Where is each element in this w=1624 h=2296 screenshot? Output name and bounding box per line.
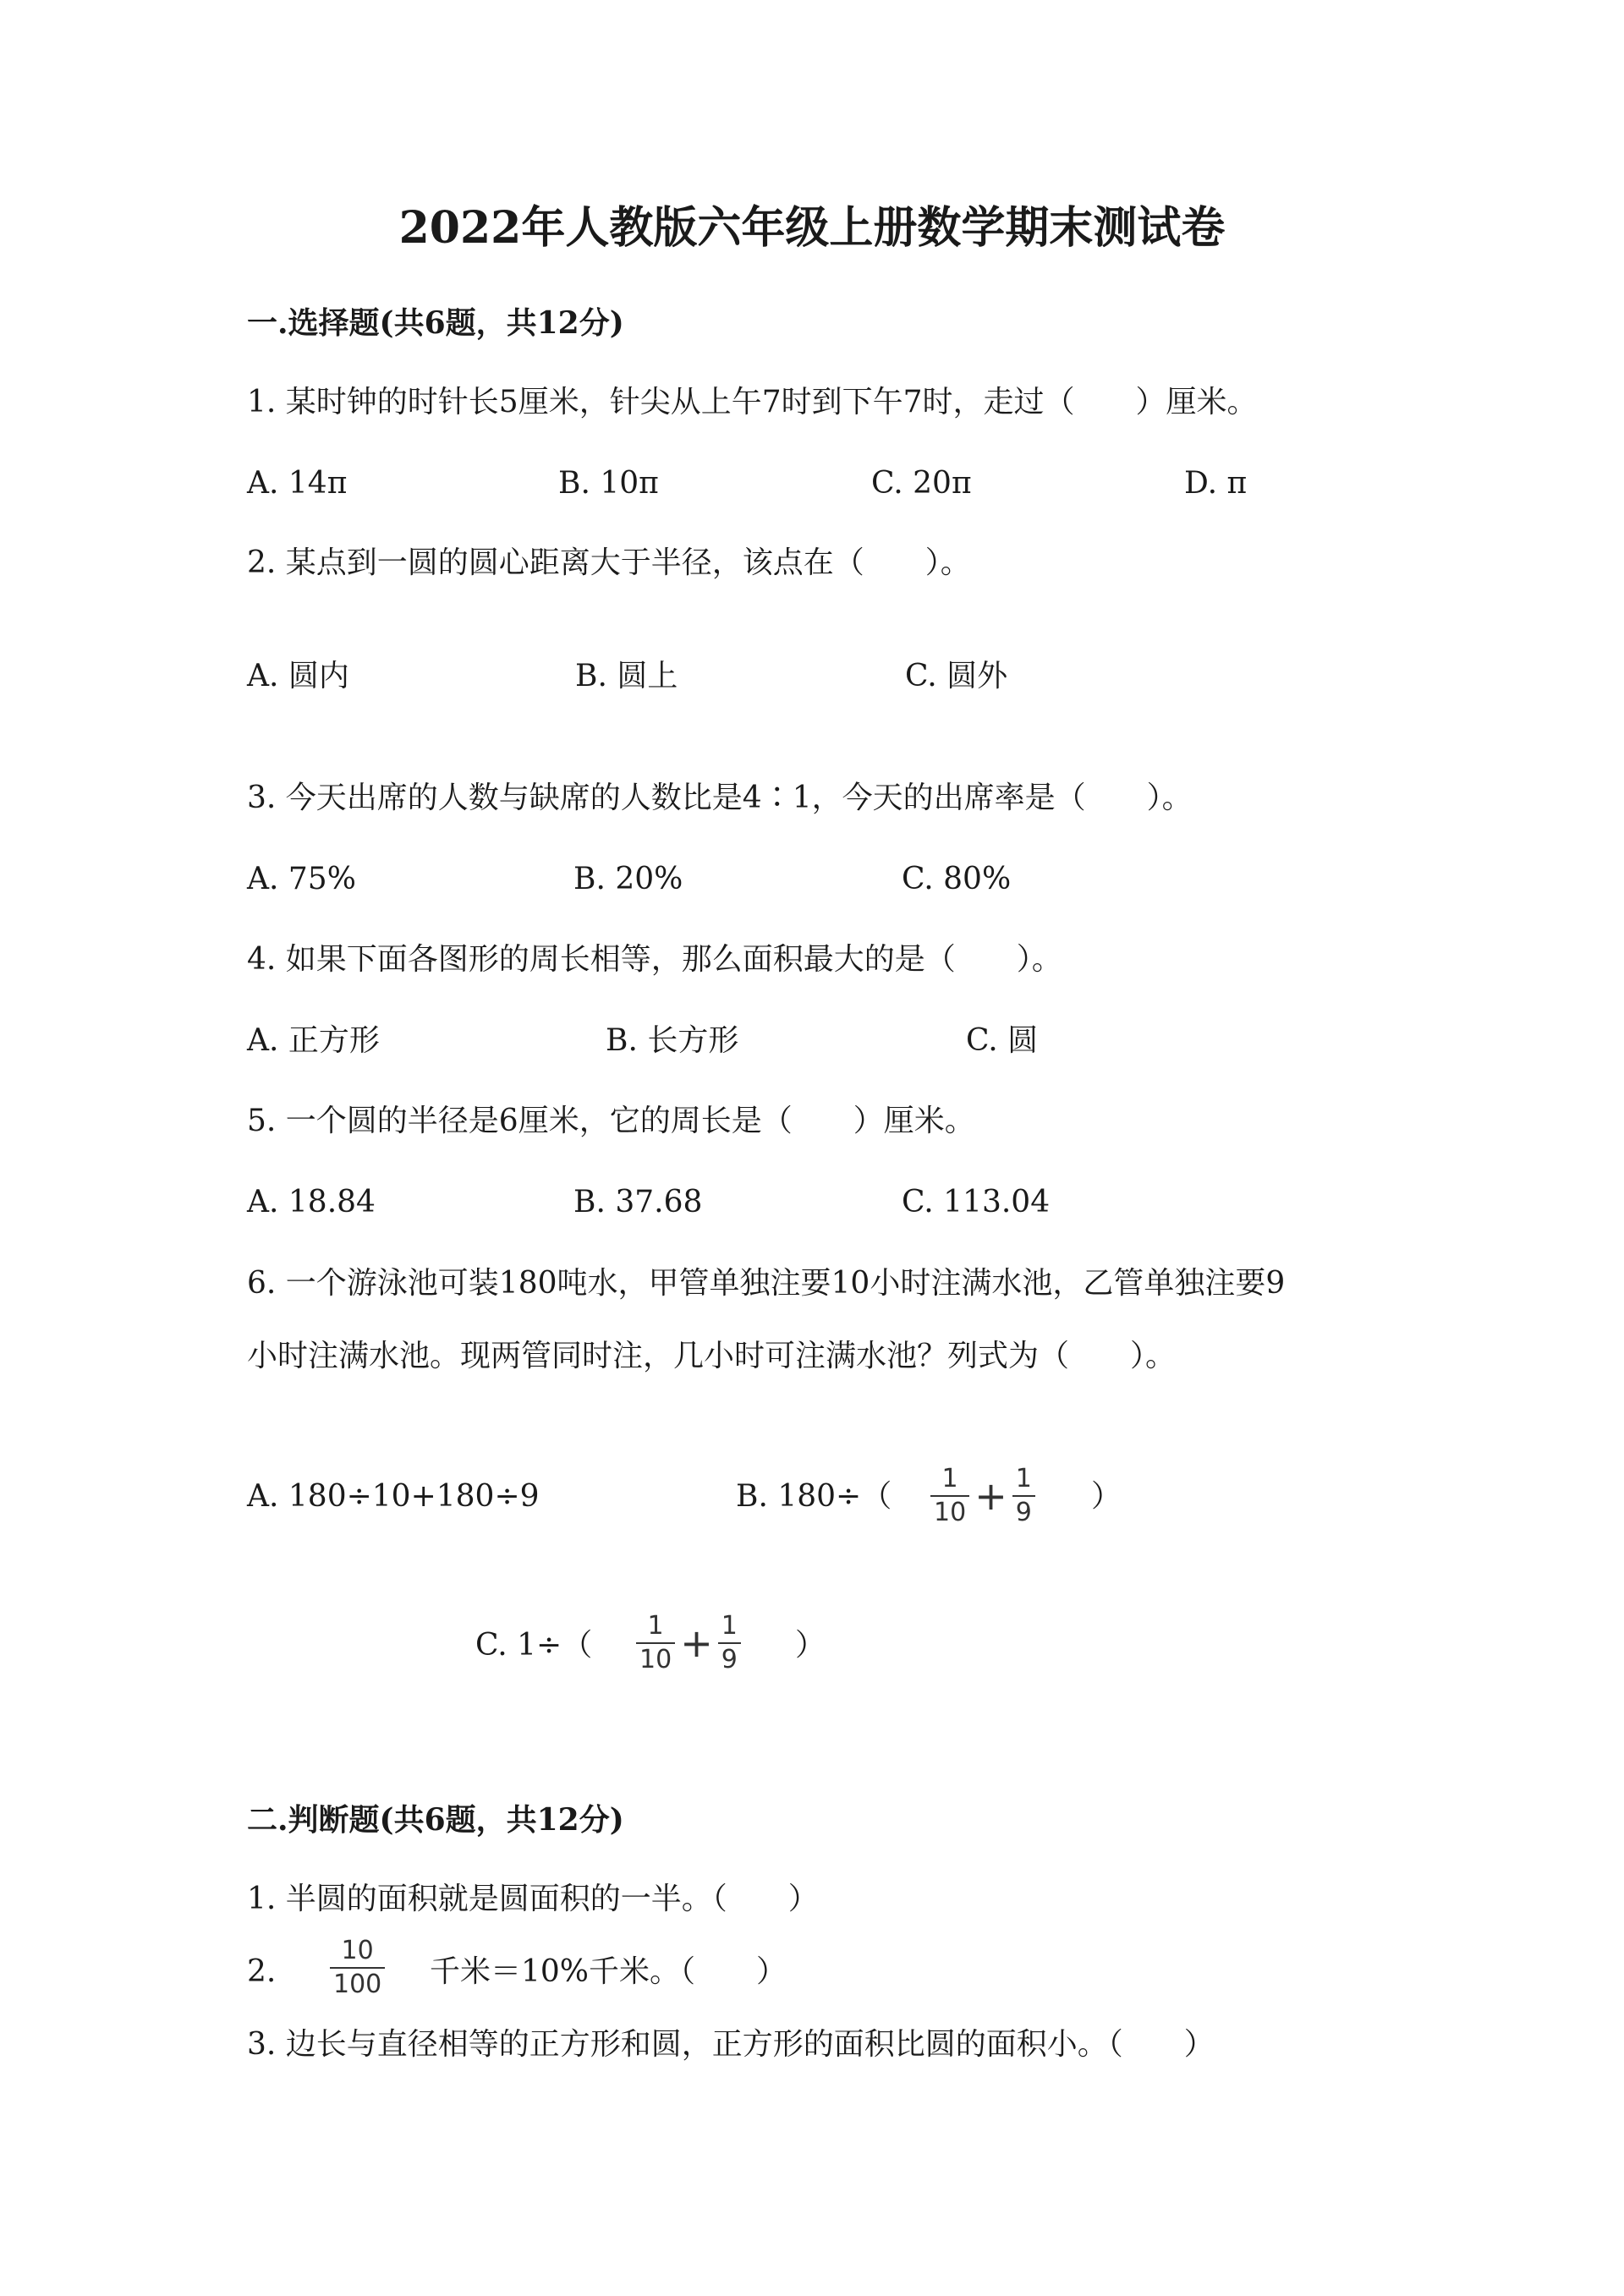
q6-option-a: A. 180÷10+180÷9 [247, 1479, 540, 1514]
q5-option-c: C. 113.04 [902, 1185, 1051, 1219]
fraction-numerator: 1 [721, 1611, 738, 1641]
question-5-text: 5. 一个圆的半径是6厘米，它的周长是（ ）厘米。 [247, 1104, 975, 1138]
q2-option-b: B. 圆上 [575, 659, 678, 693]
question-6-line-1: 6. 一个游泳池可装180吨水，甲管单独注要10小时注满水池，乙管单独注要9 [247, 1266, 1286, 1301]
judgement-2-fraction [330, 1937, 385, 1999]
fraction-bar [636, 1642, 675, 1644]
section-heading-choice: 一.选择题(共6题，共12分) [247, 305, 624, 341]
question-2-text: 2. 某点到一圆的圆心距离大于半径，该点在（ ）。 [247, 545, 971, 580]
q6-option-b-close: ） [1091, 1479, 1122, 1514]
q4-option-c: C. 圆 [966, 1023, 1039, 1058]
question-6-line-2: 小时注满水池。现两管同时注，几小时可注满水池？列式为（ ）。 [247, 1339, 1177, 1373]
q3-option-b: B. 20% [573, 862, 683, 896]
q5-option-a: A. 18.84 [247, 1185, 376, 1219]
fraction [330, 1937, 385, 1999]
section-heading-judgement: 二.判断题(共6题，共12分) [247, 1802, 624, 1838]
q5-option-b: B. 37.68 [573, 1185, 703, 1219]
fraction-bar [1012, 1495, 1035, 1497]
q4-option-b: B. 长方形 [606, 1023, 739, 1058]
q6-option-c-close: ） [795, 1628, 826, 1663]
question-3-text: 3. 今天出席的人数与缺席的人数比是4∶1，今天的出席率是（ ）。 [247, 781, 1193, 815]
question-1-text: 1. 某时钟的时针长5厘米，针尖从上午7时到下午7时，走过（ ）厘米。 [247, 385, 1258, 419]
plus-sign: + [680, 1620, 713, 1666]
fraction-denominator: 9 [1015, 1498, 1032, 1527]
fraction-denominator: 100 [333, 1970, 382, 1999]
fraction [718, 1612, 741, 1674]
fraction-denominator: 10 [639, 1645, 672, 1674]
judgement-1-text: 1. 半圆的面积就是圆面积的一半。（ ） [247, 1882, 819, 1916]
q3-option-c: C. 80% [902, 862, 1012, 896]
fraction-numerator: 1 [647, 1611, 664, 1641]
q2-option-c: C. 圆外 [905, 659, 1008, 693]
q6-option-c-fraction-sum [636, 1612, 741, 1674]
q6-option-c-prefix: C. 1÷（ [475, 1628, 593, 1663]
fraction-numerator: 1 [941, 1464, 958, 1493]
q6-option-b-prefix: B. 180÷（ [736, 1479, 892, 1514]
q6-option-b-fraction-sum [930, 1465, 1035, 1527]
judgement-2-text: 千米＝10%千米。（ ） [430, 1954, 787, 1989]
question-4-text: 4. 如果下面各图形的周长相等，那么面积最大的是（ ）。 [247, 942, 1062, 977]
q2-option-a: A. 圆内 [247, 659, 349, 693]
fraction-bar [930, 1495, 969, 1497]
fraction-denominator: 9 [721, 1645, 738, 1674]
fraction-numerator: 1 [1015, 1464, 1032, 1493]
q1-option-c: C. 20π [871, 466, 972, 501]
q1-option-d: D. π [1184, 466, 1248, 501]
fraction-denominator: 10 [934, 1498, 967, 1527]
fraction-numerator: 10 [341, 1936, 374, 1965]
judgement-3-text: 3. 边长与直径相等的正方形和圆，正方形的面积比圆的面积小。（ ） [247, 2027, 1215, 2062]
fraction-bar [330, 1967, 385, 1969]
fraction [1012, 1465, 1035, 1527]
fraction [930, 1465, 969, 1527]
q4-option-a: A. 正方形 [247, 1023, 380, 1058]
page-title: 2022年人教版六年级上册数学期末测试卷 [398, 202, 1226, 254]
q3-option-a: A. 75% [247, 862, 356, 896]
plus-sign: + [974, 1473, 1007, 1519]
fraction [636, 1612, 675, 1674]
fraction-bar [718, 1642, 741, 1644]
q1-option-b: B. 10π [558, 466, 659, 501]
q1-option-a: A. 14π [247, 466, 348, 501]
judgement-2-number: 2. [247, 1954, 277, 1989]
